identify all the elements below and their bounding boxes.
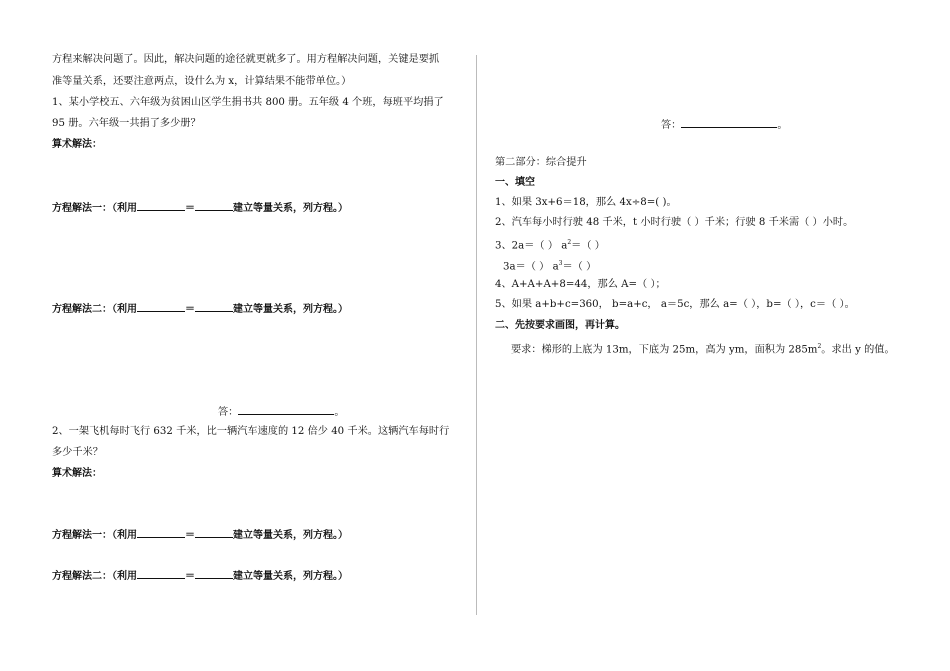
answer-line-q1 <box>218 404 345 420</box>
blank-left-side[interactable] <box>137 527 185 538</box>
fill-blank-3b <box>503 257 596 274</box>
superscript: 2 <box>817 343 822 350</box>
blank-left-side[interactable] <box>137 568 185 579</box>
fill-blank-3a-part1: 3、2a＝（ ） a <box>495 240 568 252</box>
fill-blank-5: 5、如果 a+b+c=360， b=a+c， a＝5c，那么 a=（ ），b=（ ），c＝（ ）。 <box>495 299 855 310</box>
fill-blank-3a <box>495 236 605 253</box>
equation-method-1 <box>52 200 348 216</box>
equation-method-1-prefix: 方程解法一：（利用 <box>52 203 137 214</box>
question-2-line-1: 2、一架飞机每时飞行 632 千米，比一辆汽车速度的 12 倍少 40 千米。这辆汽车每时行 <box>52 426 450 437</box>
fill-blank-2: 2、汽车每小时行驶 48 千米，t 小时行驶（ ）千米；行驶 8 千米需（ ）小时。 <box>495 217 854 228</box>
equals-sign: ＝ <box>185 571 195 582</box>
equation-method-1-prefix: 方程解法一：（利用 <box>52 530 137 541</box>
question-2-line-2: 多少千米？ <box>52 447 103 458</box>
fill-blank-1: 1、如果 3x+6＝18，那么 4x÷8=( )。 <box>495 197 677 208</box>
answer-label: 答： <box>218 407 239 418</box>
requirement-part2: 。求出 y 的值。 <box>821 344 895 356</box>
answer-end: 。 <box>777 120 788 131</box>
arithmetic-method-label-2: 算术解法： <box>52 468 102 479</box>
section-1-title: 一、填空 <box>495 177 535 188</box>
fill-blank-4: 4、A+A+A+8=44，那么 A=（ ）； <box>495 279 666 290</box>
equation-method-2-prefix: 方程解法二：（利用 <box>52 304 137 315</box>
requirement-text <box>511 340 895 357</box>
answer-end: 。 <box>334 407 345 418</box>
equals-sign: ＝ <box>185 530 195 541</box>
arithmetic-method-label: 算术解法： <box>52 139 102 150</box>
intro-line-1: 方程来解决问题了。因此，解决问题的途径就更就多了。用方程解决问题，关键是要抓 <box>52 54 440 65</box>
fill-blank-3b-part1: 3a＝（ ） a <box>503 261 559 273</box>
answer-label: 答： <box>661 120 682 131</box>
section-2-title: 二、先按要求画图，再计算。 <box>495 320 625 331</box>
equals-sign: ＝ <box>185 304 195 315</box>
blank-right-side[interactable] <box>195 527 233 538</box>
equals-sign: ＝ <box>185 203 195 214</box>
answer-blank[interactable] <box>681 117 777 128</box>
equation-method-1-suffix: 建立等量关系，列方程。） <box>233 203 348 214</box>
question-1-line-1: 1、某小学校五、六年级为贫困山区学生捐书共 800 册。五年级 4 个班，每班平均捐了 <box>52 97 444 108</box>
blank-right-side[interactable] <box>195 301 233 312</box>
equation-method-2-q2 <box>52 568 348 584</box>
blank-right-side[interactable] <box>195 200 233 211</box>
equation-method-2-suffix: 建立等量关系，列方程。） <box>233 304 348 315</box>
equation-method-1-suffix: 建立等量关系，列方程。） <box>233 530 348 541</box>
answer-line-q2 <box>661 117 788 133</box>
blank-right-side[interactable] <box>195 568 233 579</box>
equation-method-2-prefix: 方程解法二：（利用 <box>52 571 137 582</box>
equation-method-2-suffix: 建立等量关系，列方程。） <box>233 571 348 582</box>
equation-method-1-q2 <box>52 527 348 543</box>
superscript: 2 <box>567 239 572 246</box>
requirement-part1: 要求：梯形的上底为 13m，下底为 25m，高为 ym，面积为 285m <box>511 344 818 356</box>
blank-left-side[interactable] <box>137 301 185 312</box>
superscript: 3 <box>558 260 563 267</box>
question-1-line-2: 95 册。六年级一共捐了多少册？ <box>52 118 201 129</box>
part-2-title: 第二部分：综合提升 <box>495 157 587 168</box>
answer-blank[interactable] <box>238 404 334 415</box>
blank-left-side[interactable] <box>137 200 185 211</box>
column-divider <box>476 55 477 615</box>
intro-line-2: 准等量关系，还要注意两点，设什么为 x，计算结果不能带单位。） <box>52 76 352 87</box>
equation-method-2 <box>52 301 348 317</box>
fill-blank-3a-part2: ＝（ ） <box>571 240 605 252</box>
fill-blank-3b-part2: ＝（ ） <box>562 261 597 273</box>
